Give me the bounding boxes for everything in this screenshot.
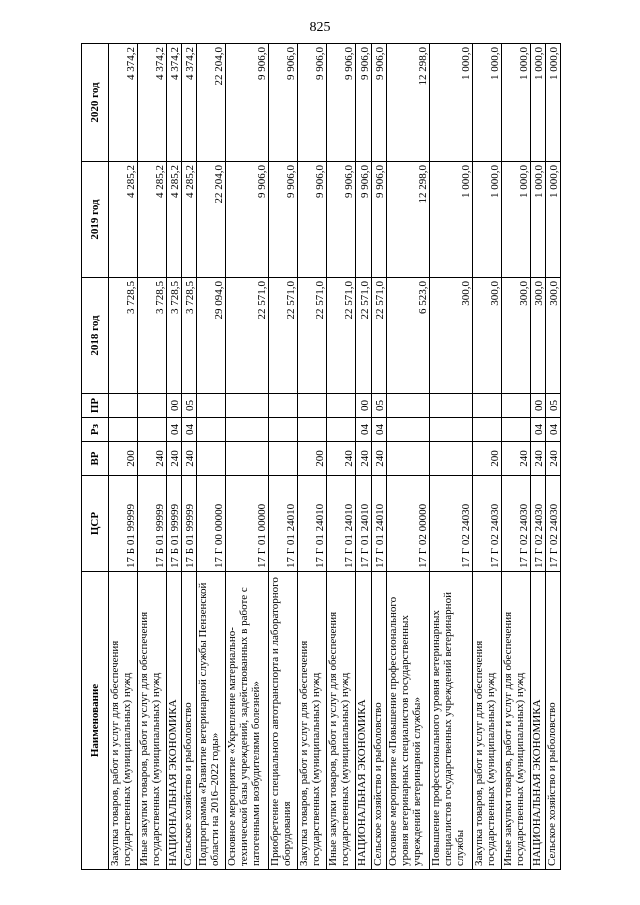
table-row — [429, 44, 472, 870]
cell-2018: 22 571,0 — [226, 278, 269, 394]
cell-vr: 240 — [356, 442, 371, 476]
cell-pr — [429, 394, 472, 418]
cell-2018: 300,0 — [429, 278, 472, 394]
cell-2019: 4 285,2 — [182, 162, 197, 278]
cell-name: Закупка товаров, работ и услуг для обеспечения государственных (муниципальных) нужд — [472, 572, 501, 870]
cell-pr: 00 — [530, 394, 545, 418]
cell-vr: 240 — [138, 442, 167, 476]
cell-rz — [226, 418, 269, 442]
cell-pr: 00 — [167, 394, 182, 418]
cell-2018: 300,0 — [472, 278, 501, 394]
budget-table — [81, 43, 561, 870]
cell-vr: 200 — [472, 442, 501, 476]
cell-name: Сельское хозяйство и рыболовство — [371, 572, 386, 870]
cell-pr — [269, 394, 298, 418]
cell-pr — [386, 394, 429, 418]
table-row — [371, 44, 386, 870]
cell-2018: 22 571,0 — [371, 278, 386, 394]
cell-2019: 9 906,0 — [226, 162, 269, 278]
cell-2020: 4 374,2 — [182, 44, 197, 162]
cell-csr: 17 Г 01 24010 — [371, 476, 386, 572]
cell-name: НАЦИОНАЛЬНАЯ ЭКОНОМИКА — [530, 572, 545, 870]
cell-rz: 04 — [182, 418, 197, 442]
cell-csr: 17 Г 02 24030 — [501, 476, 530, 572]
cell-rz — [429, 418, 472, 442]
cell-csr: 17 Г 01 24010 — [356, 476, 371, 572]
cell-pr — [226, 394, 269, 418]
cell-pr — [472, 394, 501, 418]
cell-rz: 04 — [545, 418, 560, 442]
cell-2019: 4 285,2 — [109, 162, 138, 278]
cell-pr — [501, 394, 530, 418]
cell-2018: 6 523,0 — [386, 278, 429, 394]
cell-2020: 4 374,2 — [109, 44, 138, 162]
cell-pr — [138, 394, 167, 418]
cell-name: Закупка товаров, работ и услуг для обеспечения государственных (муниципальных) нужд — [109, 572, 138, 870]
cell-2019: 1 000,0 — [472, 162, 501, 278]
cell-csr: 17 Г 01 00000 — [226, 476, 269, 572]
cell-csr: 17 Г 02 24030 — [429, 476, 472, 572]
table-row — [269, 44, 298, 870]
cell-2020: 1 000,0 — [472, 44, 501, 162]
table-row — [109, 44, 138, 870]
table-row — [197, 44, 226, 870]
cell-vr — [226, 442, 269, 476]
cell-rz: 04 — [530, 418, 545, 442]
cell-pr — [197, 394, 226, 418]
cell-name: Закупка товаров, работ и услуг для обеспечения государственных (муниципальных) нужд — [298, 572, 327, 870]
cell-name: Иные закупки товаров, работ и услуг для обеспечения государственных (муниципальных) нужд — [327, 572, 356, 870]
cell-vr: 240 — [327, 442, 356, 476]
cell-2018: 22 571,0 — [356, 278, 371, 394]
table-row — [226, 44, 269, 870]
table-header — [82, 44, 109, 870]
cell-rz — [298, 418, 327, 442]
cell-2019: 9 906,0 — [269, 162, 298, 278]
table-row — [386, 44, 429, 870]
cell-2020: 9 906,0 — [371, 44, 386, 162]
cell-csr: 17 Г 01 24010 — [298, 476, 327, 572]
cell-2019: 1 000,0 — [429, 162, 472, 278]
cell-vr: 200 — [109, 442, 138, 476]
cell-2019: 9 906,0 — [327, 162, 356, 278]
cell-rz — [501, 418, 530, 442]
cell-2020: 9 906,0 — [226, 44, 269, 162]
cell-vr: 240 — [530, 442, 545, 476]
cell-name: НАЦИОНАЛЬНАЯ ЭКОНОМИКА — [167, 572, 182, 870]
cell-2020: 22 204,0 — [197, 44, 226, 162]
cell-csr: 17 Б 01 99999 — [167, 476, 182, 572]
table-row — [501, 44, 530, 870]
cell-csr: 17 Б 01 99999 — [109, 476, 138, 572]
table-row — [356, 44, 371, 870]
cell-2020: 4 374,2 — [138, 44, 167, 162]
cell-2019: 1 000,0 — [545, 162, 560, 278]
cell-2018: 3 728,5 — [167, 278, 182, 394]
cell-2018: 300,0 — [501, 278, 530, 394]
cell-vr: 240 — [371, 442, 386, 476]
header-csr: ЦСР — [82, 476, 109, 572]
header-rz: Рз — [82, 418, 109, 442]
cell-2020: 1 000,0 — [501, 44, 530, 162]
cell-2018: 22 571,0 — [298, 278, 327, 394]
cell-2018: 300,0 — [545, 278, 560, 394]
cell-pr: 05 — [545, 394, 560, 418]
cell-2019: 9 906,0 — [298, 162, 327, 278]
cell-name: Сельское хозяйство и рыболовство — [182, 572, 197, 870]
cell-vr — [197, 442, 226, 476]
table-row — [545, 44, 560, 870]
cell-2019: 22 204,0 — [197, 162, 226, 278]
cell-csr: 17 Г 02 24030 — [545, 476, 560, 572]
cell-pr — [327, 394, 356, 418]
cell-2020: 1 000,0 — [429, 44, 472, 162]
table-row — [472, 44, 501, 870]
cell-csr: 17 Г 02 24030 — [472, 476, 501, 572]
cell-name: Повышение профессионального уровня ветеринарных специалистов государственных учреждений ветеринарной службы — [429, 572, 472, 870]
header-name: Наименование — [82, 572, 109, 870]
cell-2019: 9 906,0 — [356, 162, 371, 278]
header-2018: 2018 год — [82, 278, 109, 394]
cell-vr — [386, 442, 429, 476]
cell-csr: 17 Г 01 24010 — [269, 476, 298, 572]
cell-csr: 17 Б 01 99999 — [182, 476, 197, 572]
table-row — [530, 44, 545, 870]
cell-rz: 04 — [371, 418, 386, 442]
cell-rz — [269, 418, 298, 442]
cell-rz — [109, 418, 138, 442]
cell-rz — [386, 418, 429, 442]
cell-pr: 05 — [371, 394, 386, 418]
cell-2020: 12 298,0 — [386, 44, 429, 162]
cell-rz — [327, 418, 356, 442]
table-row — [182, 44, 197, 870]
header-2020: 2020 год — [82, 44, 109, 162]
cell-csr: 17 Г 00 00000 — [197, 476, 226, 572]
cell-rz — [138, 418, 167, 442]
cell-2018: 300,0 — [530, 278, 545, 394]
cell-2018: 3 728,5 — [109, 278, 138, 394]
cell-2018: 22 571,0 — [327, 278, 356, 394]
cell-vr: 200 — [298, 442, 327, 476]
cell-2020: 9 906,0 — [356, 44, 371, 162]
cell-name: НАЦИОНАЛЬНАЯ ЭКОНОМИКА — [356, 572, 371, 870]
header-row — [82, 44, 109, 870]
cell-csr: 17 Г 02 24030 — [530, 476, 545, 572]
cell-vr: 240 — [545, 442, 560, 476]
cell-2018: 3 728,5 — [138, 278, 167, 394]
cell-2018: 29 094,0 — [197, 278, 226, 394]
cell-2019: 1 000,0 — [530, 162, 545, 278]
cell-name: Подпрограмма «Развитие ветеринарной службы Пензенской области на 2016–2022 годы» — [197, 572, 226, 870]
cell-pr — [109, 394, 138, 418]
cell-name: Иные закупки товаров, работ и услуг для обеспечения государственных (муниципальных) нужд — [501, 572, 530, 870]
cell-2019: 1 000,0 — [501, 162, 530, 278]
cell-2019: 4 285,2 — [138, 162, 167, 278]
cell-vr — [429, 442, 472, 476]
cell-vr: 240 — [167, 442, 182, 476]
cell-name: Сельское хозяйство и рыболовство — [545, 572, 560, 870]
cell-2020: 4 374,2 — [167, 44, 182, 162]
table-body — [109, 44, 561, 870]
cell-2020: 9 906,0 — [327, 44, 356, 162]
cell-csr: 17 Г 01 24010 — [327, 476, 356, 572]
cell-name: Основное мероприятие «Укрепление материально-технической базы учреждений, задействованных в работе с патогенными возбудителями болезней» — [226, 572, 269, 870]
cell-rz: 04 — [167, 418, 182, 442]
table-row — [327, 44, 356, 870]
cell-2020: 9 906,0 — [269, 44, 298, 162]
cell-2020: 1 000,0 — [545, 44, 560, 162]
cell-2020: 1 000,0 — [530, 44, 545, 162]
cell-2018: 3 728,5 — [182, 278, 197, 394]
cell-csr: 17 Г 02 00000 — [386, 476, 429, 572]
cell-pr: 05 — [182, 394, 197, 418]
cell-csr: 17 Б 01 99999 — [138, 476, 167, 572]
table-row — [167, 44, 182, 870]
cell-rz — [472, 418, 501, 442]
cell-rz: 04 — [356, 418, 371, 442]
header-2019: 2019 год — [82, 162, 109, 278]
rotated-table-container — [81, 44, 561, 870]
cell-pr — [298, 394, 327, 418]
cell-2019: 4 285,2 — [167, 162, 182, 278]
cell-name: Основное мероприятие «Повышение профессионального уровня ветеринарных специалистов государственных учреждений ветеринарной службы» — [386, 572, 429, 870]
cell-2018: 22 571,0 — [269, 278, 298, 394]
cell-vr — [269, 442, 298, 476]
cell-2019: 9 906,0 — [371, 162, 386, 278]
cell-vr: 240 — [182, 442, 197, 476]
header-pr: ПР — [82, 394, 109, 418]
cell-name: Приобретение специального автотранспорта и лабораторного оборудования — [269, 572, 298, 870]
cell-pr: 00 — [356, 394, 371, 418]
cell-2020: 9 906,0 — [298, 44, 327, 162]
page-number: 825 — [309, 20, 331, 35]
cell-name: Иные закупки товаров, работ и услуг для обеспечения государственных (муниципальных) нужд — [138, 572, 167, 870]
cell-rz — [197, 418, 226, 442]
header-vr: ВР — [82, 442, 109, 476]
table-row — [138, 44, 167, 870]
cell-2019: 12 298,0 — [386, 162, 429, 278]
table-row — [298, 44, 327, 870]
cell-vr: 240 — [501, 442, 530, 476]
